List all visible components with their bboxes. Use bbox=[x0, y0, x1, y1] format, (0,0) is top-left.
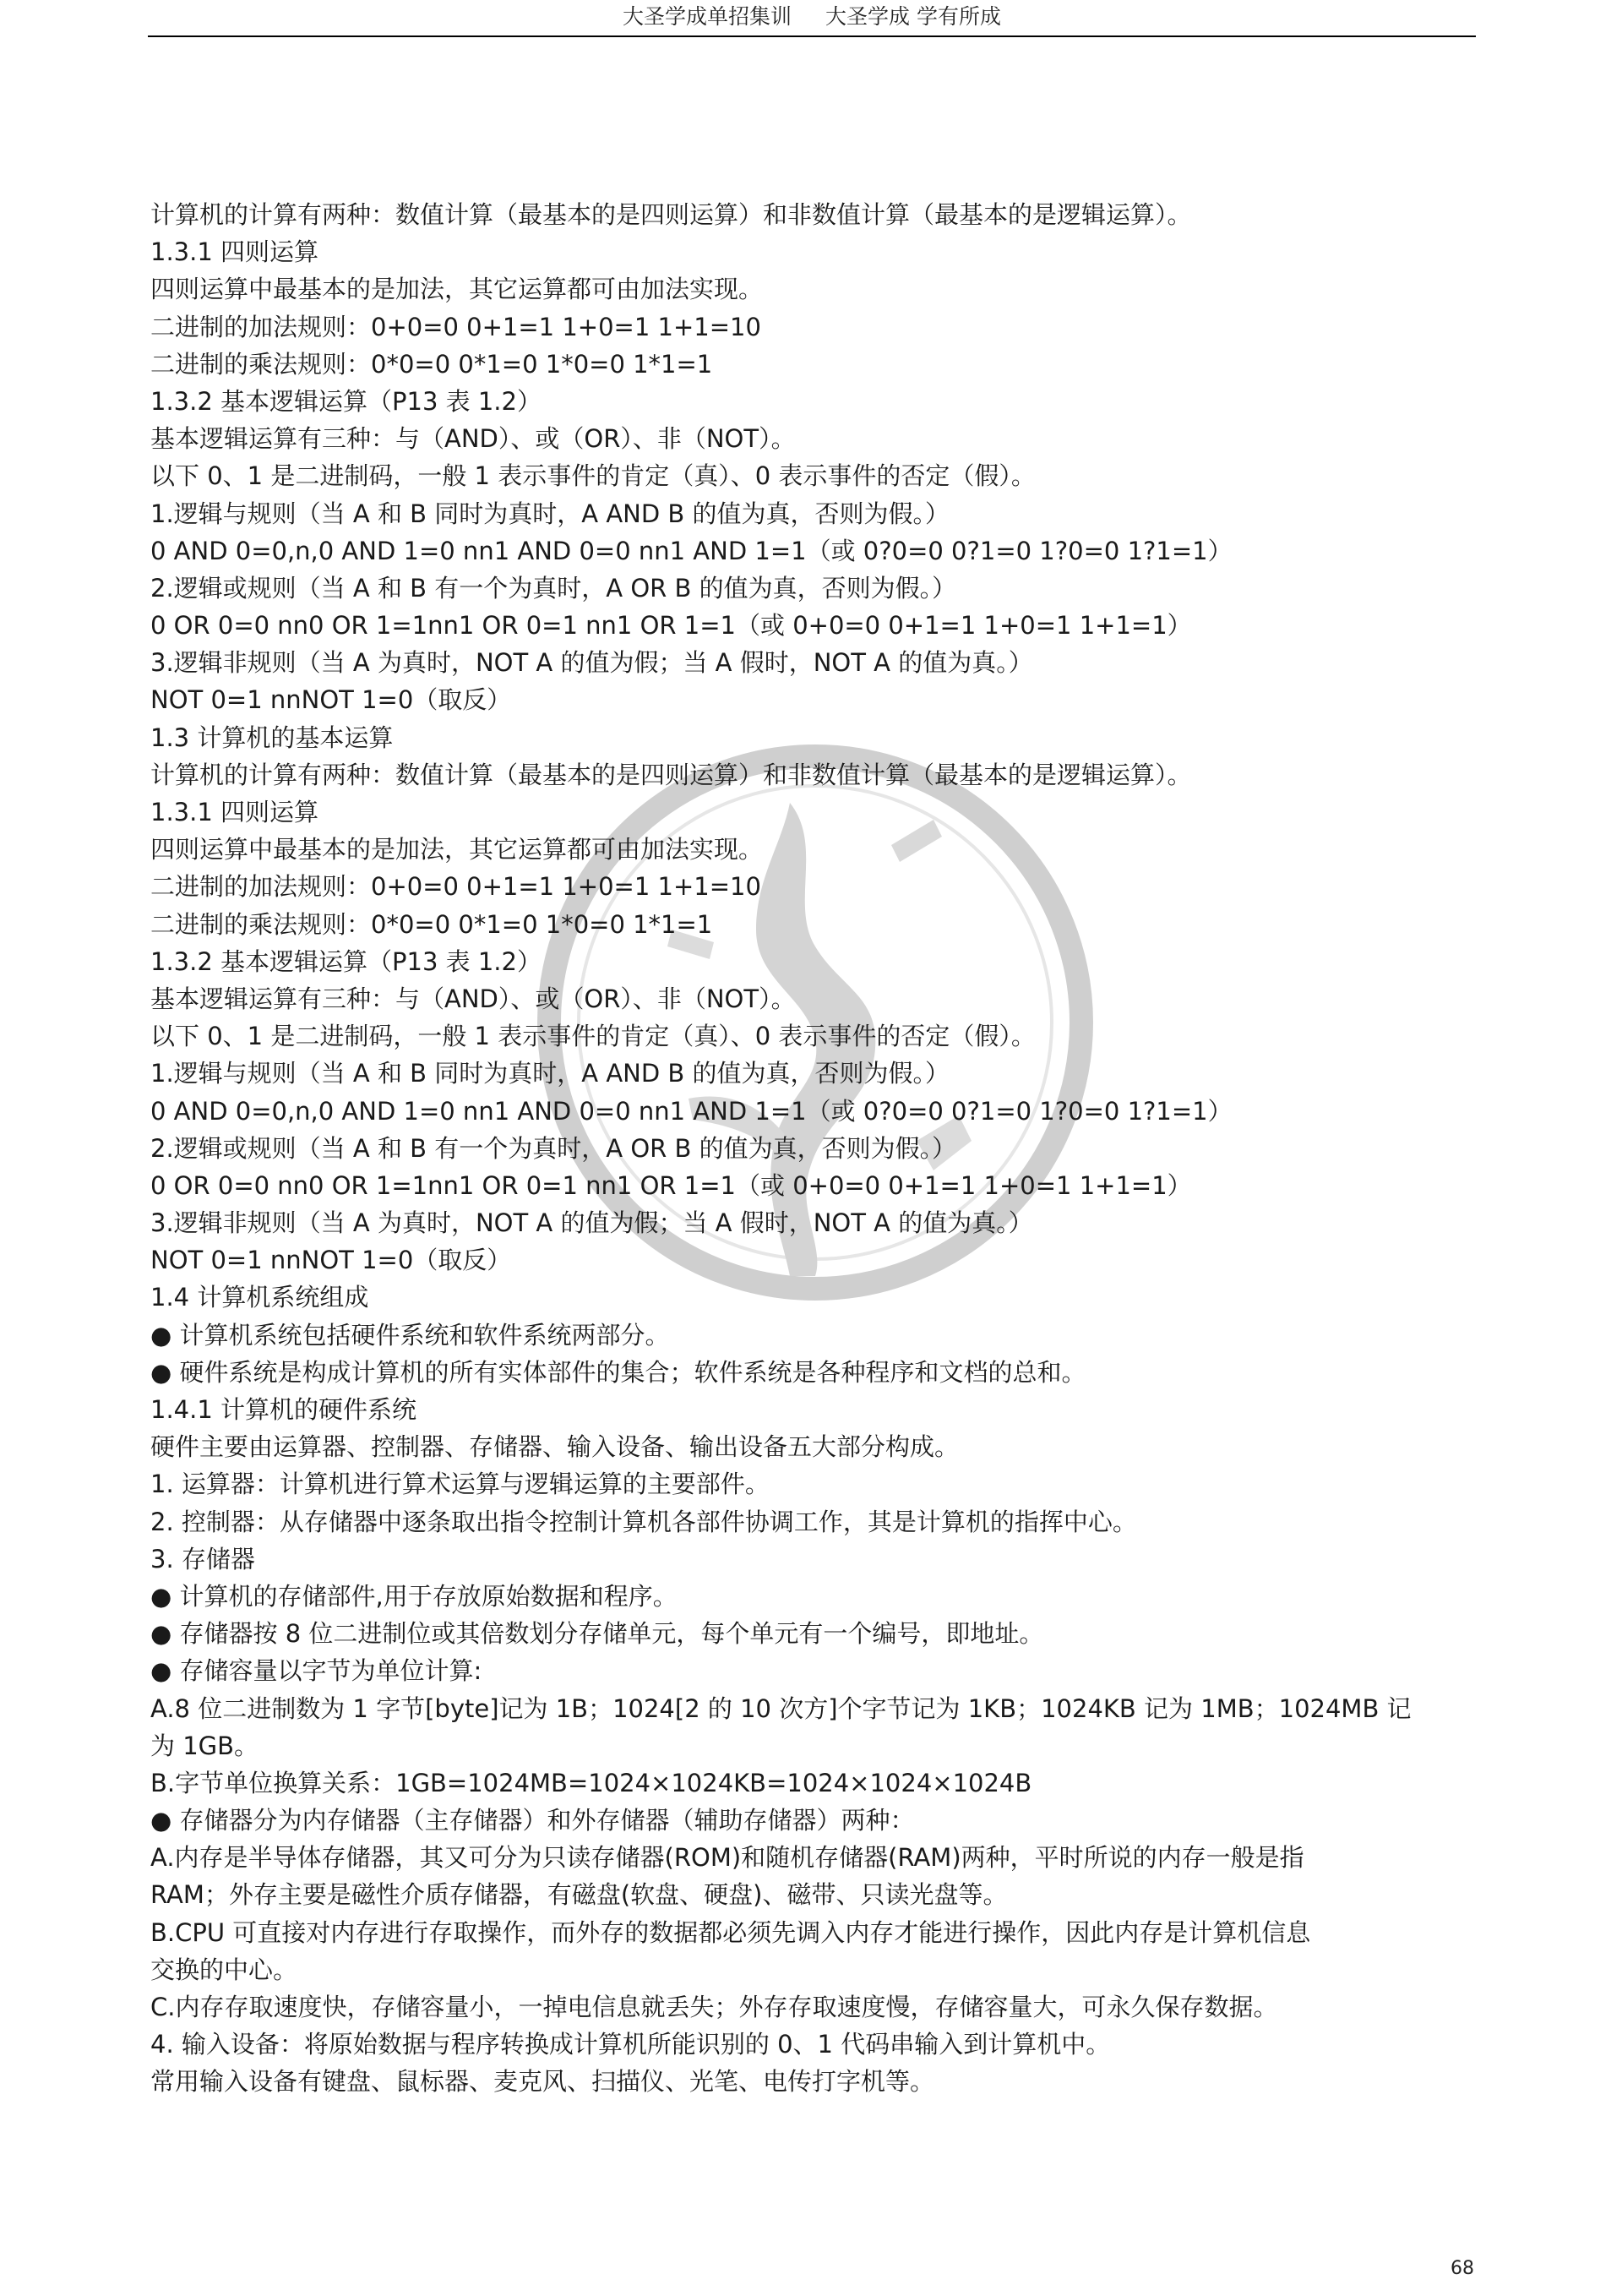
document-body bbox=[150, 196, 1478, 2101]
text-line: 1.4.1 计算机的硬件系统 bbox=[150, 1395, 417, 1424]
text-line: 1.3.2 基本逻辑运算（P13 表 1.2） bbox=[150, 946, 542, 976]
text-line: 1.4 计算机系统组成 bbox=[150, 1283, 369, 1312]
text-line: 2. 控制器：从存储器中逐条取出指令控制计算机各部件协调工作，其是计算机的指挥中心。 bbox=[150, 1507, 1137, 1536]
text-line: 四则运算中最基本的是加法，其它运算都可由加法实现。 bbox=[150, 275, 764, 304]
text-line: 以下 0、1 是二进制码，一般 1 表示事件的肯定（真）、0 表示事件的否定（假）。 bbox=[150, 1022, 1036, 1051]
text-line: 1.逻辑与规则（当 A 和 B 同时为真时，A AND B 的值为真，否则为假。） bbox=[150, 1059, 950, 1088]
text-line: 0 OR 0=0 nn0 OR 1=1nn1 OR 0=1 nn1 OR 1=1（或 0+0=0 0+1=1 1+0=1 1+1=1） bbox=[150, 1170, 1192, 1200]
text-line: 1.3.1 四则运算 bbox=[150, 798, 319, 826]
text-line: B.CPU 可直接对内存进行存取操作，而外存的数据都必须先调入内存才能进行操作，因此内存是计算机信息 bbox=[150, 1917, 1311, 1947]
text-line: 1.3.1 四则运算 bbox=[150, 237, 319, 267]
page-header bbox=[148, 0, 1476, 37]
text-line: 交换的中心。 bbox=[150, 1955, 298, 1984]
header-right-text: 大圣学成 学有所成 bbox=[825, 4, 1001, 29]
text-line: A.8 位二进制数为 1 字节[byte]记为 1B；1024[2 的 10 次方]个字节记为 1KB；1024KB 记为 1MB；1024MB 记 bbox=[150, 1693, 1412, 1723]
text-line: 为 1GB。 bbox=[150, 1731, 259, 1760]
text-line: 四则运算中最基本的是加法，其它运算都可由加法实现。 bbox=[150, 835, 764, 864]
text-line: 1.3 计算机的基本运算 bbox=[150, 723, 394, 752]
text-line: 硬件主要由运算器、控制器、存储器、输入设备、输出设备五大部分构成。 bbox=[150, 1432, 960, 1462]
text-line: 3.逻辑非规则（当 A 为真时，NOT A 的值为假；当 A 假时，NOT A 的值为真。） bbox=[150, 648, 1033, 678]
text-line: 二进制的乘法规则：0*0=0 0*1=0 1*0=0 1*1=1 bbox=[150, 349, 713, 379]
text-line: ● 计算机的存储部件,用于存放原始数据和程序。 bbox=[150, 1581, 678, 1611]
text-line: 2.逻辑或规则（当 A 和 B 有一个为真时，A OR B 的值为真，否则为假。） bbox=[150, 573, 957, 603]
text-line: 3.逻辑非规则（当 A 为真时，NOT A 的值为假；当 A 假时，NOT A 的值为真。） bbox=[150, 1208, 1033, 1238]
page-number: 68 bbox=[1451, 2258, 1474, 2279]
text-line: 基本逻辑运算有三种：与（AND）、或（OR）、非（NOT）。 bbox=[150, 424, 796, 454]
text-line: 3. 存储器 bbox=[150, 1544, 255, 1573]
text-line: 4. 输入设备：将原始数据与程序转换成计算机所能识别的 0、1 代码串输入到计算机中。 bbox=[150, 2030, 1111, 2059]
text-line: 计算机的计算有两种：数值计算（最基本的是四则运算）和非数值计算（最基本的是逻辑运算）。 bbox=[150, 760, 1192, 789]
text-line: 二进制的乘法规则：0*0=0 0*1=0 1*0=0 1*1=1 bbox=[150, 909, 713, 939]
text-line: 2.逻辑或规则（当 A 和 B 有一个为真时，A OR B 的值为真，否则为假。） bbox=[150, 1133, 957, 1163]
text-line: 基本逻辑运算有三种：与（AND）、或（OR）、非（NOT）。 bbox=[150, 984, 796, 1013]
text-line: 计算机的计算有两种：数值计算（最基本的是四则运算）和非数值计算（最基本的是逻辑运算）。 bbox=[150, 200, 1192, 229]
text-line: 0 AND 0=0,n,0 AND 1=0 nn1 AND 0=0 nn1 AND 1=1（或 0?0=0 0?1=0 1?0=0 1?1=1） bbox=[150, 1096, 1233, 1126]
text-line: 0 AND 0=0,n,0 AND 1=0 nn1 AND 0=0 nn1 AND 1=1（或 0?0=0 0?1=0 1?0=0 1?1=1） bbox=[150, 536, 1233, 565]
text-line: 1.3.2 基本逻辑运算（P13 表 1.2） bbox=[150, 386, 542, 416]
text-line: C.内存存取速度快，存储容量小，一掉电信息就丢失；外存存取速度慢，存储容量大，可永久保存数据。 bbox=[150, 1993, 1278, 2021]
text-line: 二进制的加法规则：0+0=0 0+1=1 1+0=1 1+1=10 bbox=[150, 872, 761, 902]
text-line: 常用输入设备有键盘、鼠标器、麦克风、扫描仪、光笔、电传打字机等。 bbox=[150, 2067, 935, 2097]
text-line: B.字节单位换算关系：1GB=1024MB=1024×1024KB=1024×1024×1024B bbox=[150, 1768, 1032, 1797]
text-line: 1. 运算器：计算机进行算术运算与逻辑运算的主要部件。 bbox=[150, 1470, 770, 1499]
header-left-text: 大圣学成单招集训 bbox=[623, 4, 792, 29]
text-line: NOT 0=1 nnNOT 1=0（取反） bbox=[150, 1246, 512, 1275]
text-line: RAM；外存主要是磁性介质存储器，有磁盘(软盘、硬盘)、磁带、只读光盘等。 bbox=[150, 1880, 1008, 1910]
text-line: 二进制的加法规则：0+0=0 0+1=1 1+0=1 1+1=10 bbox=[150, 312, 761, 341]
text-line: ● 存储器分为内存储器（主存储器）和外存储器（辅助存储器）两种： bbox=[150, 1806, 915, 1835]
text-line: NOT 0=1 nnNOT 1=0（取反） bbox=[150, 685, 512, 715]
text-line: 1.逻辑与规则（当 A 和 B 同时为真时，A AND B 的值为真，否则为假。） bbox=[150, 499, 950, 528]
text-line: 0 OR 0=0 nn0 OR 1=1nn1 OR 0=1 nn1 OR 1=1（或 0+0=0 0+1=1 1+0=1 1+1=1） bbox=[150, 611, 1192, 641]
text-line: ● 存储容量以字节为单位计算: bbox=[150, 1656, 482, 1686]
text-line: ● 硬件系统是构成计算机的所有实体部件的集合；软件系统是各种程序和文档的总和。 bbox=[150, 1357, 1086, 1387]
text-line: ● 计算机系统包括硬件系统和软件系统两部分。 bbox=[150, 1320, 670, 1350]
text-line: 以下 0、1 是二进制码，一般 1 表示事件的肯定（真）、0 表示事件的否定（假）。 bbox=[150, 461, 1036, 491]
text-line: A.内存是半导体存储器，其又可分为只读存储器(ROM)和随机存储器(RAM)两种，平时所说的内存一般是指 bbox=[150, 1843, 1304, 1873]
text-line: ● 存储器按 8 位二进制位或其倍数划分存储单元，每个单元有一个编号，即地址。 bbox=[150, 1619, 1044, 1649]
